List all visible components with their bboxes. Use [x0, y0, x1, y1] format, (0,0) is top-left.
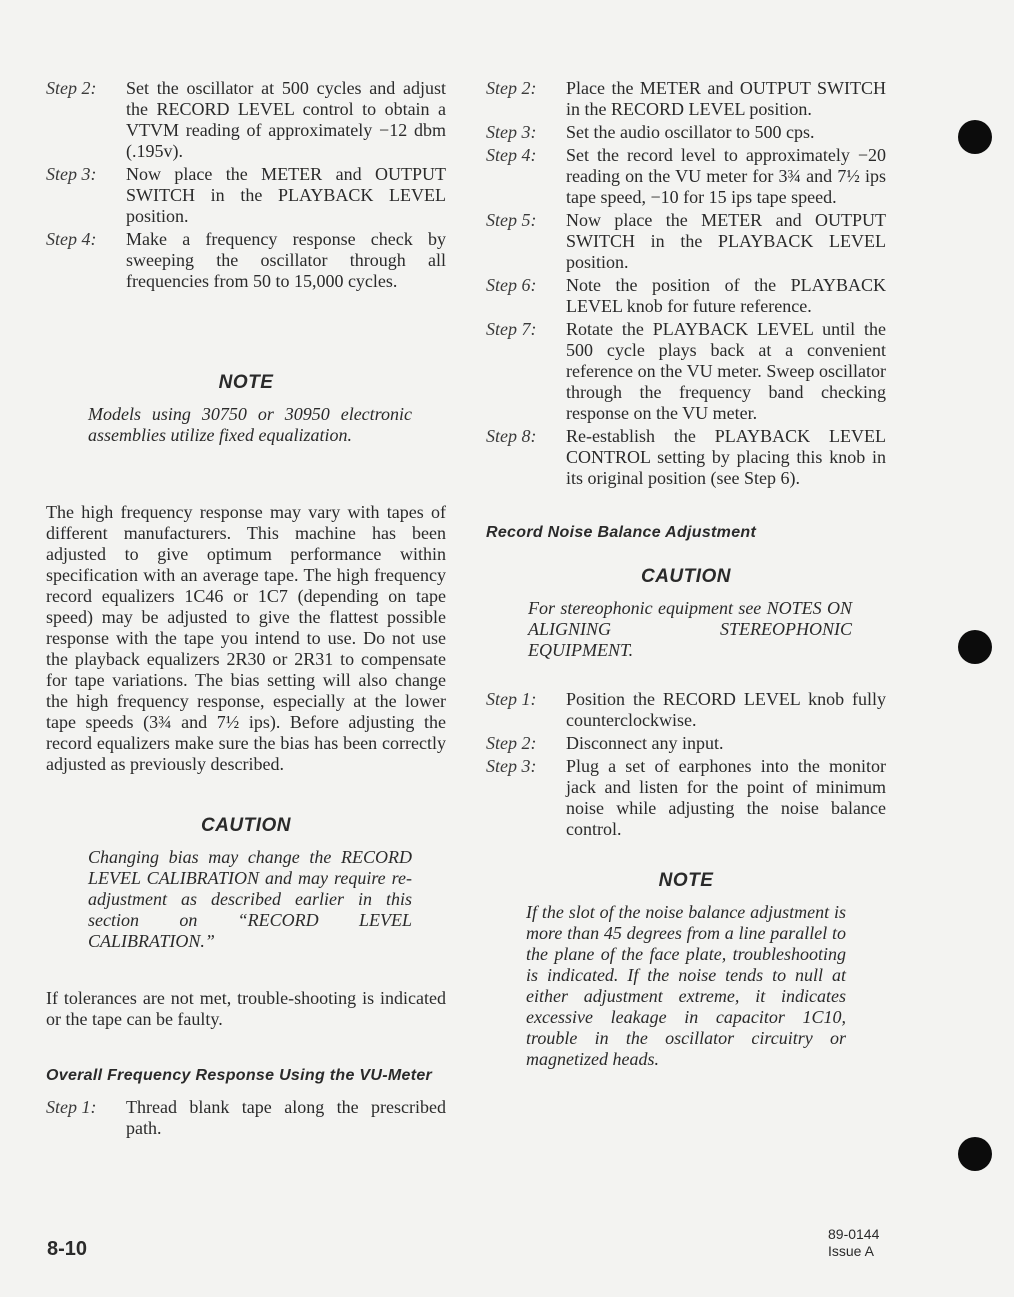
caution-heading: CAUTION [640, 566, 732, 587]
step-label: Step 2: [486, 733, 537, 753]
section-heading-vu-meter: Overall Frequency Response Using the VU-Meter [46, 1067, 433, 1084]
step-item [46, 229, 446, 292]
step-item [486, 733, 886, 754]
step-label: Step 4: [486, 145, 537, 165]
step-item [486, 689, 886, 731]
step-text: Now place the METER and OUTPUT SWITCH in the PLAYBACK LEVEL position. [566, 210, 886, 272]
step-item [486, 275, 886, 317]
step-label: Step 3: [486, 756, 537, 776]
binder-hole-icon [958, 1137, 992, 1171]
left-column [46, 78, 446, 1141]
step-label: Step 2: [46, 78, 97, 98]
step-text: Make a frequency response check by sweeping the oscillator through all frequencies from 50 to 15,000 cycles. [126, 229, 446, 291]
note-heading: NOTE [658, 870, 714, 891]
issue-label: Issue A [828, 1243, 874, 1259]
note-text: If the slot of the noise balance adjustment is more than 45 degrees from a line parallel to the plane of the face plate, troubleshooting is indicated. If the noise tends to null at either adjustment extreme, it indicates excessive leakage in capacitor 1C10, trouble in the oscillator circuitry or magnetized heads. [526, 902, 846, 1069]
step-text: Set the record level to approximately −20 reading on the VU meter for 3¾ and 7½ ips tape speed, −10 for 15 ips tape speed. [566, 145, 886, 207]
caution-text: For stereophonic equipment see NOTES ON ALIGNING STEREOPHONIC EQUIPMENT. [528, 598, 852, 660]
step-label: Step 3: [486, 122, 537, 142]
step-text: Set the oscillator at 500 cycles and adjust the RECORD LEVEL control to obtain a VTVM reading of approximately −12 dbm (.195v). [126, 78, 446, 161]
binder-hole-icon [958, 630, 992, 664]
step-item [486, 756, 886, 840]
step-list-right-a [486, 78, 886, 489]
step-item [486, 319, 886, 424]
step-label: Step 1: [486, 689, 537, 709]
step-text: Plug a set of earphones into the monitor jack and listen for the point of minimum noise while adjusting the noise balance control. [566, 756, 886, 839]
step-label: Step 2: [486, 78, 537, 98]
step-text: Now place the METER and OUTPUT SWITCH in the PLAYBACK LEVEL position. [126, 164, 446, 226]
step-label: Step 1: [46, 1097, 97, 1117]
caution-heading: CAUTION [200, 815, 292, 836]
doc-reference [828, 1226, 879, 1260]
step-label: Step 3: [46, 164, 97, 184]
frequency-response-paragraph: The high frequency response may vary with tapes of different manufacturers. This machine has been adjusted to give optimum performance within specification with an average tape. The high frequency record equalizers 1C46 or 1C7 (depending on tape speed) may be adjusted to give the flattest possible response with the tape you intend to use. Do not use the playback equalizers 2R30 or 2R31 to compensate for tape variations. The bias setting will also change the high frequency response, especially at the lower tape speeds (3¾ and 7½ ips). Before adjusting the record equalizers make sure the bias has been correctly adjusted as previously described. [46, 502, 446, 774]
binder-hole-icon [958, 120, 992, 154]
right-column [486, 78, 886, 1070]
step-label: Step 6: [486, 275, 537, 295]
step-text: Set the audio oscillator to 500 cps. [566, 122, 815, 142]
step-item [486, 122, 886, 143]
step-item [46, 1097, 446, 1139]
step-label: Step 7: [486, 319, 537, 339]
step-label: Step 4: [46, 229, 97, 249]
step-label: Step 5: [486, 210, 537, 230]
step-text: Position the RECORD LEVEL knob fully counterclockwise. [566, 689, 886, 730]
doc-number: 89-0144 [828, 1226, 880, 1242]
step-label: Step 8: [486, 426, 537, 446]
step-list-right-b [486, 689, 886, 840]
caution-text: Changing bias may change the RECORD LEVEL CALIBRATION and may require re-adjustment as described earlier in this section on “RECORD LEVEL CALIBRATION.” [88, 847, 412, 951]
section-heading-noise-balance: Record Noise Balance Adjustment [486, 524, 757, 541]
step-text: Thread blank tape along the prescribed path. [126, 1097, 446, 1138]
step-item [486, 426, 886, 489]
step-text: Re-establish the PLAYBACK LEVEL CONTROL setting by placing this knob in its original position (see Step 6). [566, 426, 886, 488]
step-item [486, 78, 886, 120]
step-item [486, 145, 886, 208]
tolerance-paragraph: If tolerances are not met, trouble-shooting is indicated or the tape can be faulty. [46, 988, 446, 1029]
page-number: 8-10 [47, 1238, 88, 1260]
step-text: Place the METER and OUTPUT SWITCH in the RECORD LEVEL position. [566, 78, 886, 119]
step-text: Note the position of the PLAYBACK LEVEL knob for future reference. [566, 275, 886, 316]
step-list-left-a [46, 78, 446, 292]
step-item [486, 210, 886, 273]
note-heading: NOTE [218, 372, 274, 393]
note-text: Models using 30750 or 30950 electronic assemblies utilize fixed equalization. [88, 404, 412, 445]
step-text: Rotate the PLAYBACK LEVEL until the 500 cycle plays back at a convenient reference on the VU meter. Sweep oscillator through the frequency band checking response on the VU meter. [566, 319, 886, 423]
step-text: Disconnect any input. [566, 733, 724, 753]
step-item [46, 78, 446, 162]
step-item [46, 164, 446, 227]
